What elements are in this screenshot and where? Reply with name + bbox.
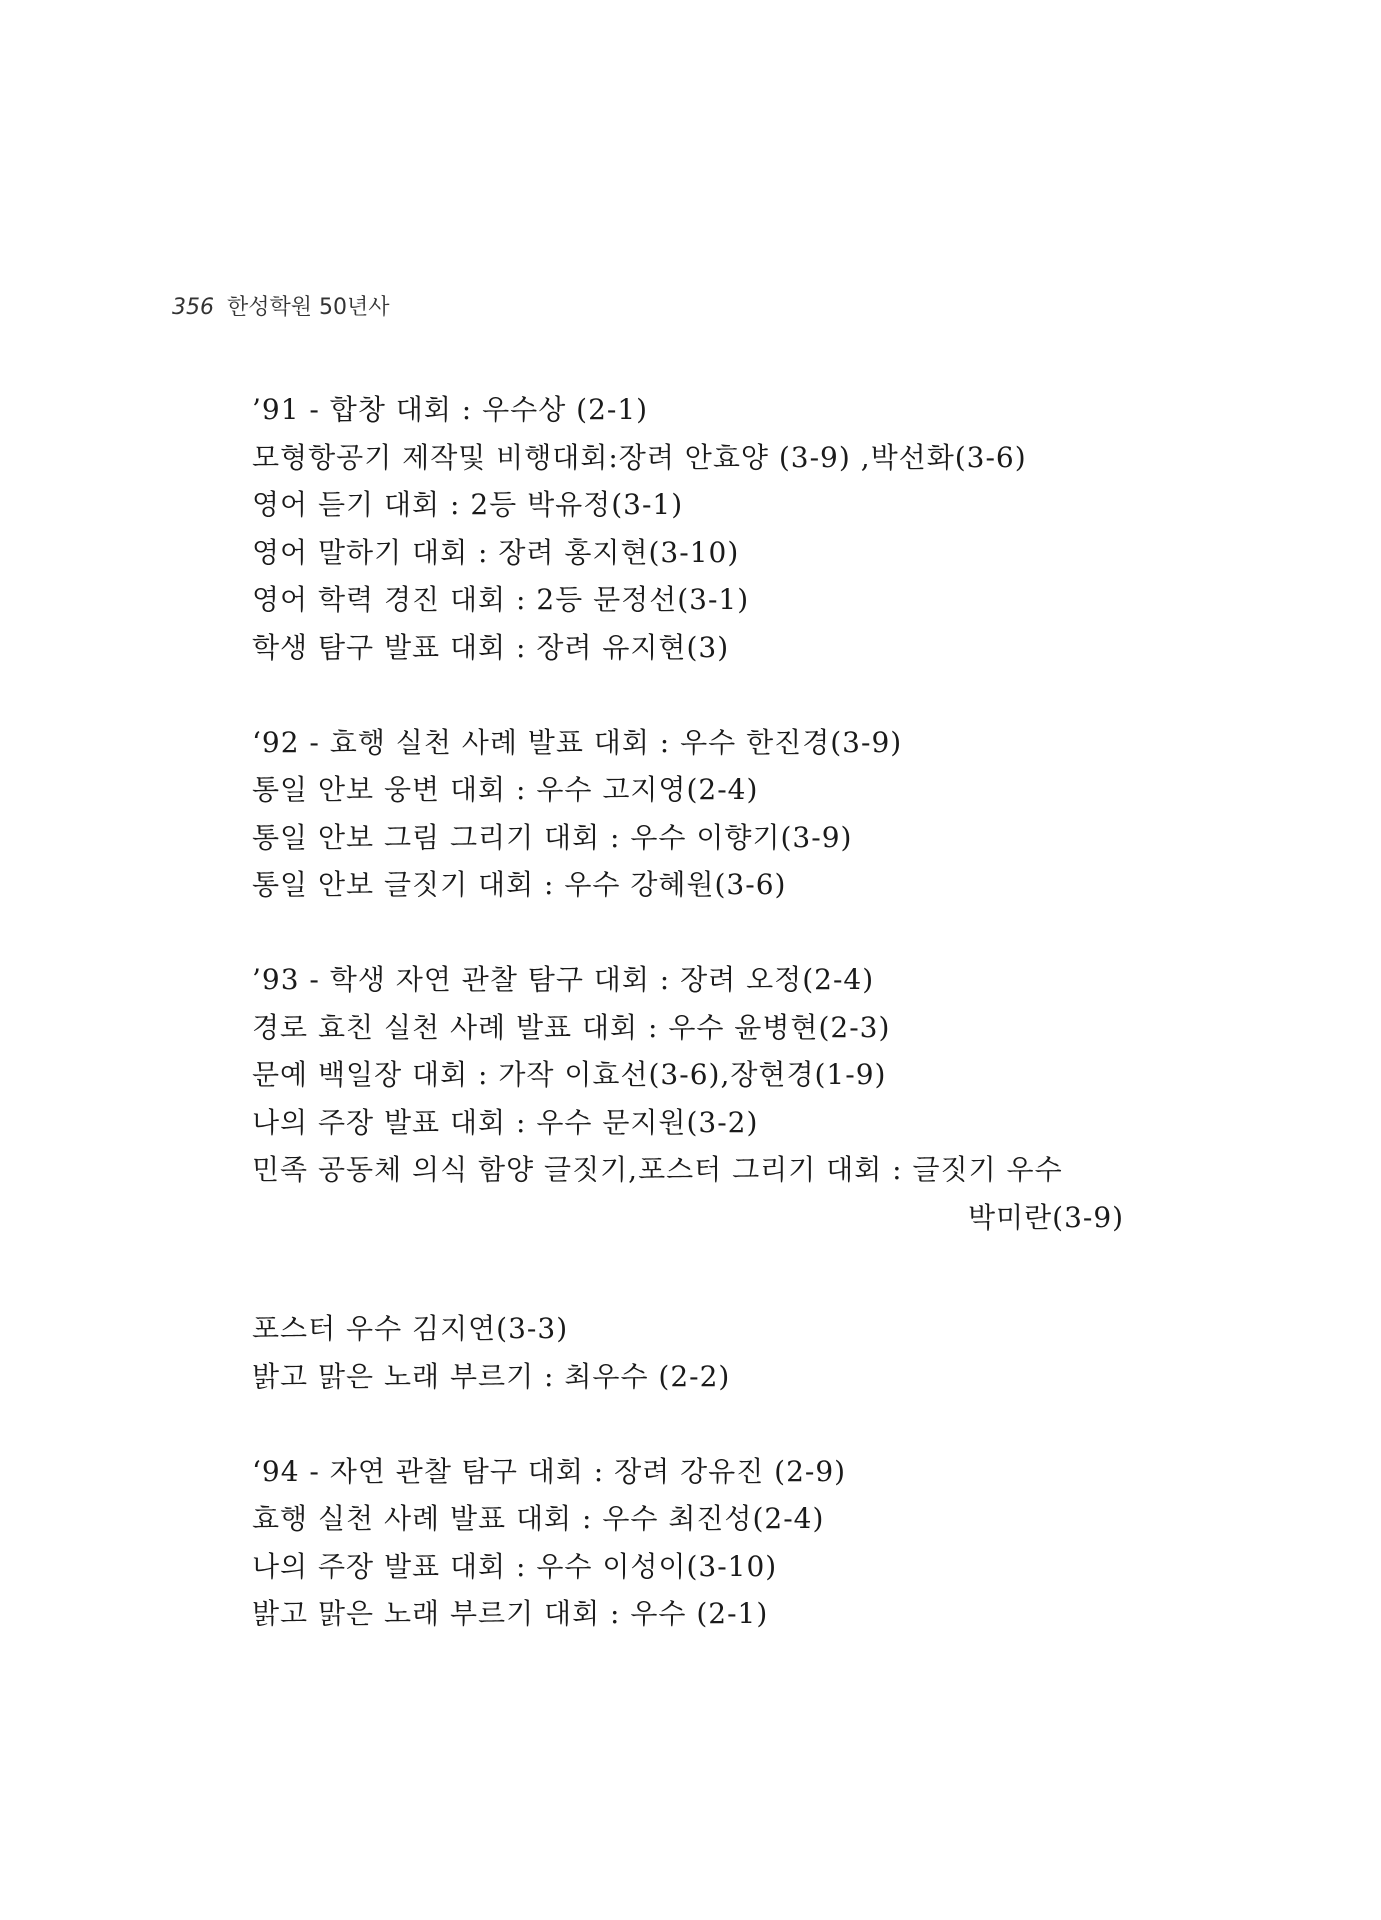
award-line: 밝고 맑은 노래 부르기 대회 : 우수 (2-1) <box>252 1597 769 1630</box>
award-line: ’91 - 합창 대회 : 우수상 (2-1) <box>252 393 649 426</box>
award-line: ‘92 - 효행 실천 사례 발표 대회 : 우수 한진경(3-9) <box>252 725 903 759</box>
section-1991 <box>252 386 1152 671</box>
award-line: 나의 주장 발표 대회 : 우수 문지원(3-2) <box>252 1105 759 1139</box>
section-1994 <box>252 1448 1152 1638</box>
page-number: 356 <box>172 295 214 320</box>
award-line: 효행 실천 사례 발표 대회 : 우수 최진성(2-4) <box>252 1502 825 1535</box>
section-1993-continued <box>252 1305 1152 1400</box>
award-line: 영어 학력 경진 대회 : 2등 문정선(3-1) <box>252 583 750 616</box>
section-spacer <box>252 671 1152 719</box>
book-title: 한성학원 50년사 <box>227 295 390 320</box>
award-line: 영어 듣기 대회 : 2등 박유정(3-1) <box>252 488 684 521</box>
section-spacer <box>252 1400 1152 1448</box>
award-line: ‘94 - 자연 관찰 탐구 대회 : 장려 강유진 (2-9) <box>252 1454 847 1488</box>
section-1992 <box>252 719 1152 909</box>
award-line: 포스터 우수 김지연(3-3) <box>252 1312 569 1345</box>
award-line: 통일 안보 웅변 대회 : 우수 고지영(2-4) <box>252 773 759 806</box>
running-header <box>172 290 390 321</box>
award-line: 나의 주장 발표 대회 : 우수 이성이(3-10) <box>252 1549 778 1583</box>
award-line: 모형항공기 제작및 비행대회:장려 안효양 (3-9) ,박선화(3-6) <box>252 440 1027 474</box>
award-line: 통일 안보 글짓기 대회 : 우수 강혜원(3-6) <box>252 868 787 901</box>
award-line: 문예 백일장 대회 : 가작 이효선(3-6),장현경(1-9) <box>252 1058 887 1091</box>
award-line: 밝고 맑은 노래 부르기 : 최우수 (2-2) <box>252 1359 731 1393</box>
section-spacer <box>252 909 1152 957</box>
awards-list <box>252 386 1152 1638</box>
award-line: 영어 말하기 대회 : 장려 홍지현(3-10) <box>252 535 740 569</box>
award-line: 민족 공동체 의식 함양 글짓기,포스터 그리기 대회 : 글짓기 우수 <box>252 1153 1063 1186</box>
award-line-continuation: 박미란(3-9) <box>968 1200 1125 1234</box>
section-1993 <box>252 956 1152 1241</box>
award-line: 경로 효친 실천 사례 발표 대회 : 우수 윤병현(2-3) <box>252 1010 891 1044</box>
award-line: 학생 탐구 발표 대회 : 장려 유지현(3) <box>252 630 730 664</box>
award-line: ’93 - 학생 자연 관찰 탐구 대회 : 장려 오정(2-4) <box>252 963 875 996</box>
section-spacer <box>252 1241 1152 1305</box>
award-line: 통일 안보 그림 그리기 대회 : 우수 이향기(3-9) <box>252 820 853 854</box>
